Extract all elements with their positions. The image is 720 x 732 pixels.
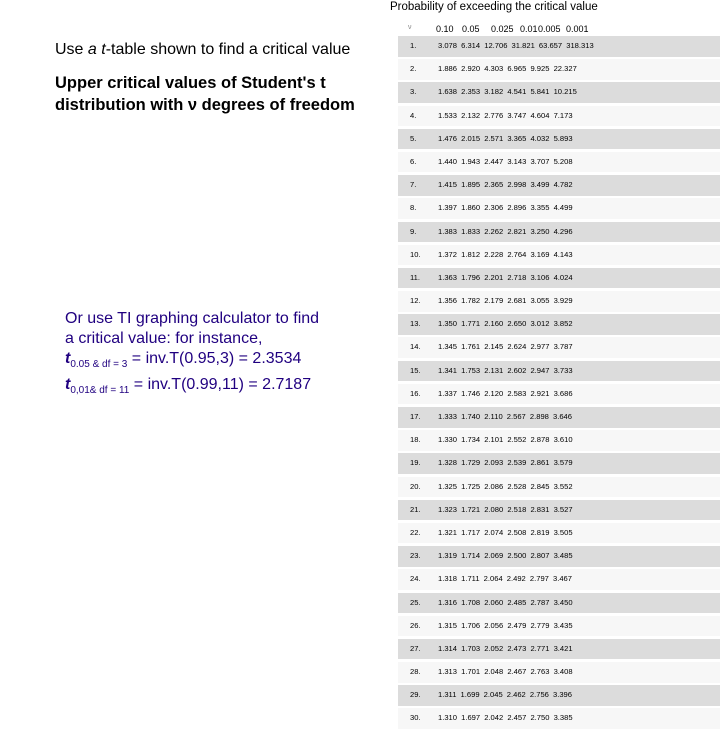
critical-values-cell: 1.356 1.782 2.179 2.681 3.055 3.929 bbox=[438, 296, 573, 306]
df-cell: 22. bbox=[410, 527, 421, 537]
critical-values-cell: 1.397 1.860 2.306 2.896 3.355 4.499 bbox=[438, 203, 573, 213]
df-cell: 1. bbox=[410, 41, 417, 50]
table-row bbox=[398, 662, 720, 683]
critical-values-cell: 1.638 2.353 3.182 4.541 5.841 10.215 bbox=[438, 87, 577, 97]
df-cell: 4. bbox=[410, 110, 417, 120]
table-row bbox=[398, 36, 720, 57]
table-row bbox=[398, 268, 720, 289]
prob-header-0.001: 0.001 bbox=[566, 24, 589, 34]
table-row bbox=[398, 546, 720, 567]
critical-values-cell: 1.337 1.746 2.120 2.583 2.921 3.686 bbox=[438, 388, 573, 398]
critical-values-cell: 1.345 1.761 2.145 2.624 2.977 3.787 bbox=[438, 342, 573, 352]
df-cell: 21. bbox=[410, 504, 421, 514]
critical-values-cell: 1.383 1.833 2.262 2.821 3.250 4.296 bbox=[438, 226, 573, 236]
df-cell: 5. bbox=[410, 133, 417, 143]
example-1: $t_{0.05 \& df = 3} = inv.T(0.95,3) = 2.3534$ bbox=[65, 350, 302, 371]
critical-values-cell: 1.476 2.015 2.571 3.365 4.032 5.893 bbox=[438, 133, 573, 143]
critical-values-cell: 1.328 1.729 2.093 2.539 2.861 3.579 bbox=[438, 458, 573, 468]
prob-header-0.005: 0.005 bbox=[538, 24, 561, 34]
table-row bbox=[398, 685, 720, 706]
df-cell: 9. bbox=[410, 226, 417, 236]
critical-values-cell: 1.533 2.132 2.776 3.747 4.604 7.173 bbox=[438, 110, 573, 120]
df-cell: 20. bbox=[410, 481, 421, 491]
table-row bbox=[398, 407, 720, 428]
t-table bbox=[398, 36, 720, 732]
table-subtitle: Upper critical values of Student's t distribution with ν degrees of freedom bbox=[55, 74, 355, 114]
critical-values-cell: 1.319 1.714 2.069 2.500 2.807 3.485 bbox=[438, 551, 573, 561]
df-cell: 30. bbox=[410, 713, 421, 723]
nu-symbol: ν bbox=[187, 96, 198, 114]
table-row bbox=[398, 337, 720, 358]
prob-header-0.01: 0.01 bbox=[520, 24, 538, 34]
prob-header-0.025: 0.025 bbox=[491, 24, 514, 34]
table-row bbox=[398, 430, 720, 451]
table-row bbox=[398, 106, 720, 127]
critical-values-cell: 1.310 1.697 2.042 2.457 2.750 3.385 bbox=[438, 713, 573, 723]
critical-values-cell: 1.325 1.725 2.086 2.528 2.845 3.552 bbox=[438, 481, 573, 491]
critical-values-cell: 1.313 1.701 2.048 2.467 2.763 3.408 bbox=[438, 667, 573, 677]
df-cell: 10. bbox=[410, 249, 421, 259]
table-row bbox=[398, 59, 720, 80]
critical-values-cell: 1.341 1.753 2.131 2.602 2.947 3.733 bbox=[438, 365, 573, 375]
df-cell: 25. bbox=[410, 597, 421, 607]
df-cell: 2. bbox=[410, 64, 417, 74]
table-row bbox=[398, 129, 720, 150]
critical-values-cell: 1.318 1.711 2.064 2.492 2.797 3.467 bbox=[438, 574, 573, 584]
critical-values-cell: 1.316 1.708 2.060 2.485 2.787 3.450 bbox=[438, 597, 573, 607]
table-row bbox=[398, 523, 720, 544]
critical-values-cell: 1.440 1.943 2.447 3.143 3.707 5.208 bbox=[438, 156, 573, 166]
df-column-header: ν bbox=[408, 24, 412, 31]
df-cell: 13. bbox=[410, 319, 421, 329]
critical-values-cell: 1.330 1.734 2.101 2.552 2.878 3.610 bbox=[438, 435, 573, 445]
table-row bbox=[398, 453, 720, 474]
df-cell: 29. bbox=[410, 690, 421, 700]
critical-values-cell: 3.078 6.314 12.706 31.821 63.657 318.313 bbox=[438, 41, 594, 50]
prob-header-0.05: 0.05 bbox=[462, 24, 480, 34]
table-row bbox=[398, 616, 720, 637]
example-2: $t_{0,01\& df = 11} = inv.T(0.99,11) = 2.7187$ bbox=[65, 376, 312, 397]
table-row bbox=[398, 593, 720, 614]
table-row bbox=[398, 639, 720, 660]
table-row bbox=[398, 198, 720, 219]
df-cell: 15. bbox=[410, 365, 421, 375]
table-row bbox=[398, 175, 720, 196]
ti-calculator-note: Or use TI graphing calculator to find a critical value: for instance, $t_{0.05 \& df = 3} = inv.T(0.95,3) = 2.3534$ $t_{0,01\& df = 11} = inv.T(0.99,11) = 2.7187$ bbox=[65, 309, 405, 401]
df-cell: 11. bbox=[410, 272, 420, 282]
table-row bbox=[398, 314, 720, 335]
df-cell: 12. bbox=[410, 296, 421, 306]
df-cell: 23. bbox=[410, 551, 421, 561]
df-cell: 16. bbox=[410, 388, 421, 398]
critical-values-cell: 1.315 1.706 2.056 2.479 2.779 3.435 bbox=[438, 620, 573, 630]
critical-values-cell: 1.323 1.721 2.080 2.518 2.831 3.527 bbox=[438, 504, 573, 514]
table-row bbox=[398, 477, 720, 498]
df-cell: 26. bbox=[410, 620, 421, 630]
table-row bbox=[398, 361, 720, 382]
df-cell: 17. bbox=[410, 412, 421, 421]
df-cell: 18. bbox=[410, 435, 421, 445]
critical-values-cell: 1.333 1.740 2.110 2.567 2.898 3.646 bbox=[438, 412, 573, 421]
critical-values-cell: 1.372 1.812 2.228 2.764 3.169 4.143 bbox=[438, 249, 573, 259]
critical-values-cell: 1.363 1.796 2.201 2.718 3.106 4.024 bbox=[438, 272, 573, 282]
critical-values-cell: 1.321 1.717 2.074 2.508 2.819 3.505 bbox=[438, 527, 573, 537]
table-row bbox=[398, 222, 720, 243]
table-row bbox=[398, 291, 720, 312]
instruction-title: Use a t-table shown to find a critical value bbox=[55, 41, 351, 58]
df-cell: 6. bbox=[410, 156, 417, 166]
df-cell: 24. bbox=[410, 574, 421, 584]
table-row bbox=[398, 82, 720, 103]
df-cell: 7. bbox=[410, 180, 417, 190]
table-row bbox=[398, 708, 720, 729]
df-cell: 14. bbox=[410, 342, 421, 352]
df-cell: 28. bbox=[410, 667, 421, 677]
df-cell: 19. bbox=[410, 458, 421, 468]
table-heading: Probability of exceeding the critical value bbox=[390, 1, 598, 13]
critical-values-cell: 1.311 1.699 2.045 2.462 2.756 3.396 bbox=[438, 690, 573, 700]
prob-header-0.10: 0.10 bbox=[436, 24, 454, 34]
critical-values-cell: 1.314 1.703 2.052 2.473 2.771 3.421 bbox=[438, 643, 573, 653]
table-row bbox=[398, 152, 720, 173]
table-row bbox=[398, 384, 720, 405]
df-cell: 27. bbox=[410, 643, 421, 653]
df-cell: 8. bbox=[410, 203, 417, 213]
critical-values-cell: 1.886 2.920 4.303 6.965 9.925 22.327 bbox=[438, 64, 577, 74]
table-row bbox=[398, 500, 720, 521]
critical-values-cell: 1.415 1.895 2.365 2.998 3.499 4.782 bbox=[438, 180, 573, 190]
critical-values-cell: 1.350 1.771 2.160 2.650 3.012 3.852 bbox=[438, 319, 573, 329]
df-cell: 3. bbox=[410, 87, 417, 97]
table-row bbox=[398, 245, 720, 266]
table-row bbox=[398, 569, 720, 590]
